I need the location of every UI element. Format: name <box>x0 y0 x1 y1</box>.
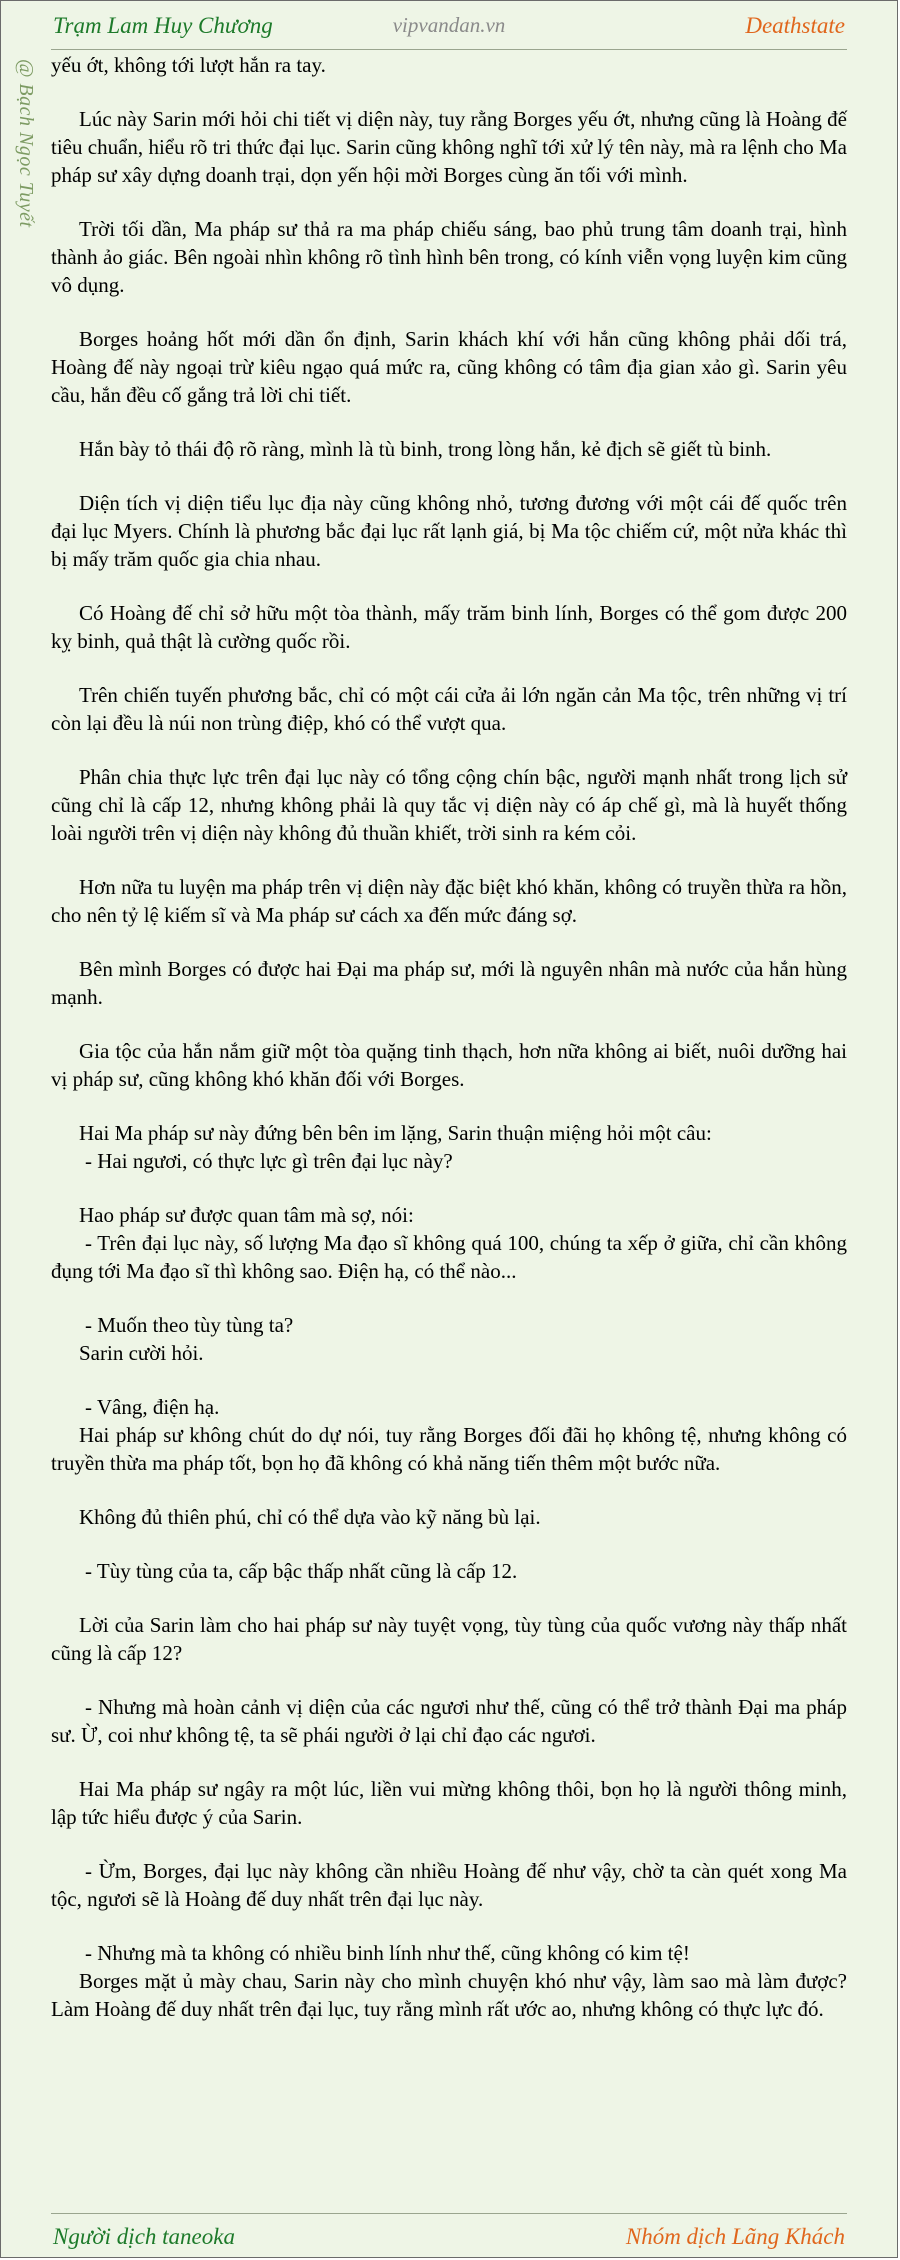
dialogue-line: - Trên đại lục này, số lượng Ma đạo sĩ không quá 100, chúng ta xếp ở giữa, chỉ cần không đụng tới Ma đạo sĩ thì không sao. Điện hạ, có thể nào... <box>51 1231 847 1283</box>
dialogue-line: - Tùy tùng của ta, cấp bậc thấp nhất cũng là cấp 12. <box>85 1559 518 1583</box>
paragraph: Borges mặt ủ mày chau, Sarin này cho mình chuyện khó như vậy, làm sao mà làm được? Làm Hoàng đế duy nhất trên đại lục, tuy rằng mình rất ước ao, nhưng không có thực lực đó. <box>51 1969 847 2021</box>
dialogue-line: - Hai ngươi, có thực lực gì trên đại lục này? <box>85 1149 453 1173</box>
paragraph: Có Hoàng đế chỉ sở hữu một tòa thành, mấy trăm binh lính, Borges có thể gom được 200 kỵ binh, quả thật là cường quốc rồi. <box>51 601 847 653</box>
side-watermark: @ Bạch Ngọc Tuyết <box>15 59 37 228</box>
paragraph: Hao pháp sư được quan tâm mà sợ, nói: <box>79 1203 414 1227</box>
dialogue-line: - Nhưng mà ta không có nhiều binh lính như thế, cũng không có kim tệ! <box>85 1941 690 1965</box>
paragraph: Lúc này Sarin mới hỏi chi tiết vị diện này, tuy rằng Borges yếu ớt, nhưng cũng là Hoàng đế tiêu chuẩn, hiểu rõ tri thức đại lục. Sarin cũng không nghĩ tới xử lý tên này, mà ra lệnh cho Ma pháp sư xây dựng doanh trại, dọn yến hội mời Borges cùng ăn tối với mình. <box>51 107 847 187</box>
group-credit: Nhóm dịch Lãng Khách <box>625 2224 845 2249</box>
paragraph: Trên chiến tuyến phương bắc, chỉ có một cái cửa ải lớn ngăn cản Ma tộc, trên những vị trí còn lại đều là núi non trùng điệp, khó có thể vượt qua. <box>51 683 847 735</box>
page-header <box>51 9 847 50</box>
paragraph: Borges hoảng hốt mới dần ổn định, Sarin khách khí với hắn cũng không phải dối trá, Hoàng đế này ngoại trừ kiêu ngạo quá mức ra, cũng không có tâm địa gian xảo gì. Sarin yêu cầu, hắn đều cố gắng trả lời chi tiết. <box>51 327 847 407</box>
paragraph: Sarin cười hỏi. <box>79 1341 204 1365</box>
paragraph: Hai pháp sư không chút do dự nói, tuy rằng Borges đối đãi họ không tệ, nhưng không có truyền thừa ma pháp tốt, bọn họ đã không có khả năng tiến thêm một bước nữa. <box>51 1423 847 1475</box>
dialogue-line: - Vâng, điện hạ. <box>85 1395 220 1419</box>
paragraph: yếu ớt, không tới lượt hắn ra tay. <box>51 53 326 77</box>
paragraph: Bên mình Borges có được hai Đại ma pháp sư, mới là nguyên nhân mà nước của hắn hùng mạnh. <box>51 957 847 1009</box>
book-title: Trạm Lam Huy Chương <box>53 13 273 38</box>
paragraph: Hắn bày tỏ thái độ rõ ràng, mình là tù binh, trong lòng hắn, kẻ địch sẽ giết tù binh. <box>79 437 772 461</box>
author-name: Deathstate <box>745 13 845 38</box>
paragraph: Không đủ thiên phú, chỉ có thể dựa vào kỹ năng bù lại. <box>79 1505 541 1529</box>
paragraph: Hai Ma pháp sư ngây ra một lúc, liền vui mừng không thôi, bọn họ là người thông minh, lập tức hiểu được ý của Sarin. <box>51 1777 847 1829</box>
paragraph: Trời tối dần, Ma pháp sư thả ra ma pháp chiếu sáng, bao phủ trung tâm doanh trại, hình thành ảo giác. Bên ngoài nhìn không rõ tình hình bên trong, có kính viễn vọng luyện kim cũng vô dụng. <box>51 217 847 297</box>
chapter-text <box>51 51 847 2049</box>
dialogue-line: - Nhưng mà hoàn cảnh vị diện của các ngươi như thế, cũng có thể trở thành Đại ma pháp sư. Ừ, coi như không tệ, ta sẽ phái người ở lại chỉ đạo các ngươi. <box>51 1695 847 1747</box>
translator-credit: Người dịch taneoka <box>53 2224 235 2249</box>
paragraph: Phân chia thực lực trên đại lục này có tổng cộng chín bậc, người mạnh nhất trong lịch sử cũng chỉ là cấp 12, nhưng không phải là quy tắc vị diện này có áp chế gì, mà là huyết thống loài người trên vị diện này không đủ thuần khiết, trời sinh ra kém cỏi. <box>51 765 847 845</box>
page-footer <box>51 2213 847 2254</box>
dialogue-line: - Muốn theo tùy tùng ta? <box>85 1313 294 1337</box>
paragraph: Diện tích vị diện tiểu lục địa này cũng không nhỏ, tương đương với một cái đế quốc trên đại lục Myers. Chính là phương bắc đại lục rất lạnh giá, bị Ma tộc chiếm cứ, một nửa khác thì bị mấy trăm quốc gia chia nhau. <box>51 491 847 571</box>
website-label: vipvandan.vn <box>392 13 506 37</box>
dialogue-line: - Ừm, Borges, đại lục này không cần nhiều Hoàng đế như vậy, chờ ta càn quét xong Ma tộc, ngươi sẽ là Hoàng đế duy nhất trên đại lục này. <box>51 1859 847 1911</box>
paragraph: Lời của Sarin làm cho hai pháp sư này tuyệt vọng, tùy tùng của quốc vương này thấp nhất cũng là cấp 12? <box>51 1613 847 1665</box>
paragraph: Gia tộc của hắn nắm giữ một tòa quặng tinh thạch, hơn nữa không ai biết, nuôi dưỡng hai vị pháp sư, cũng không khó khăn đối với Borges. <box>51 1039 847 1091</box>
paragraph: Hơn nữa tu luyện ma pháp trên vị diện này đặc biệt khó khăn, không có truyền thừa ra hồn, cho nên tỷ lệ kiếm sĩ và Ma pháp sư cách xa đến mức đáng sợ. <box>51 875 847 927</box>
paragraph: Hai Ma pháp sư này đứng bên bên im lặng, Sarin thuận miệng hỏi một câu: <box>79 1121 712 1145</box>
